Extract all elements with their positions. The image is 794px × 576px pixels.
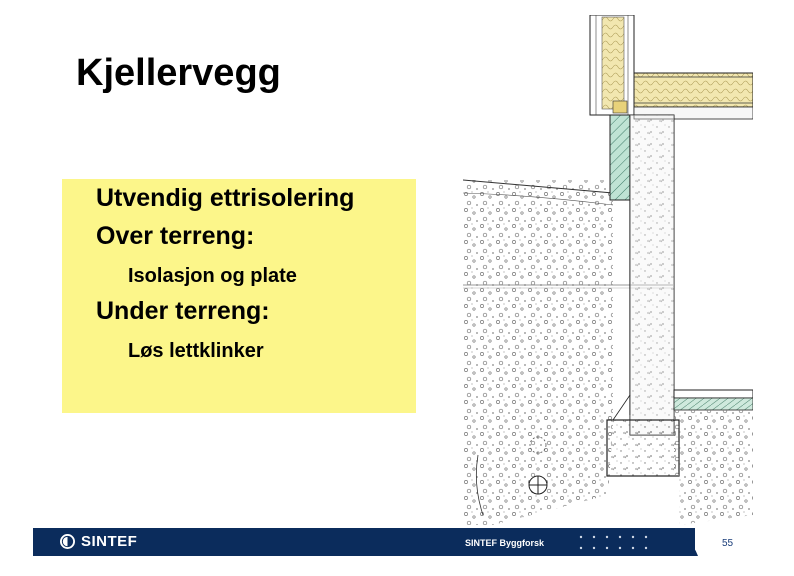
bullet-item: Utvendig ettrisolering bbox=[96, 184, 355, 212]
bullet-subitem: Isolasjon og plate bbox=[128, 265, 297, 287]
slide-title: Kjellervegg bbox=[76, 52, 281, 94]
bullet-item: Under terreng: bbox=[96, 297, 270, 325]
sintef-logo bbox=[60, 533, 137, 550]
bullet-item: Over terreng: bbox=[96, 222, 255, 250]
footer-bar-curve bbox=[660, 528, 704, 556]
sintef-logo-text: SINTEF bbox=[81, 533, 138, 550]
sintef-logo-icon bbox=[60, 534, 75, 549]
bullet-box bbox=[62, 179, 416, 413]
footer-dots-decoration bbox=[578, 534, 658, 552]
bullet-subitem: Løs lettklinker bbox=[128, 340, 264, 362]
basement-wall-section-drawing bbox=[463, 15, 753, 525]
footer-brand-text: SINTEF Byggforsk bbox=[465, 538, 545, 548]
page-number: 55 bbox=[722, 538, 734, 549]
